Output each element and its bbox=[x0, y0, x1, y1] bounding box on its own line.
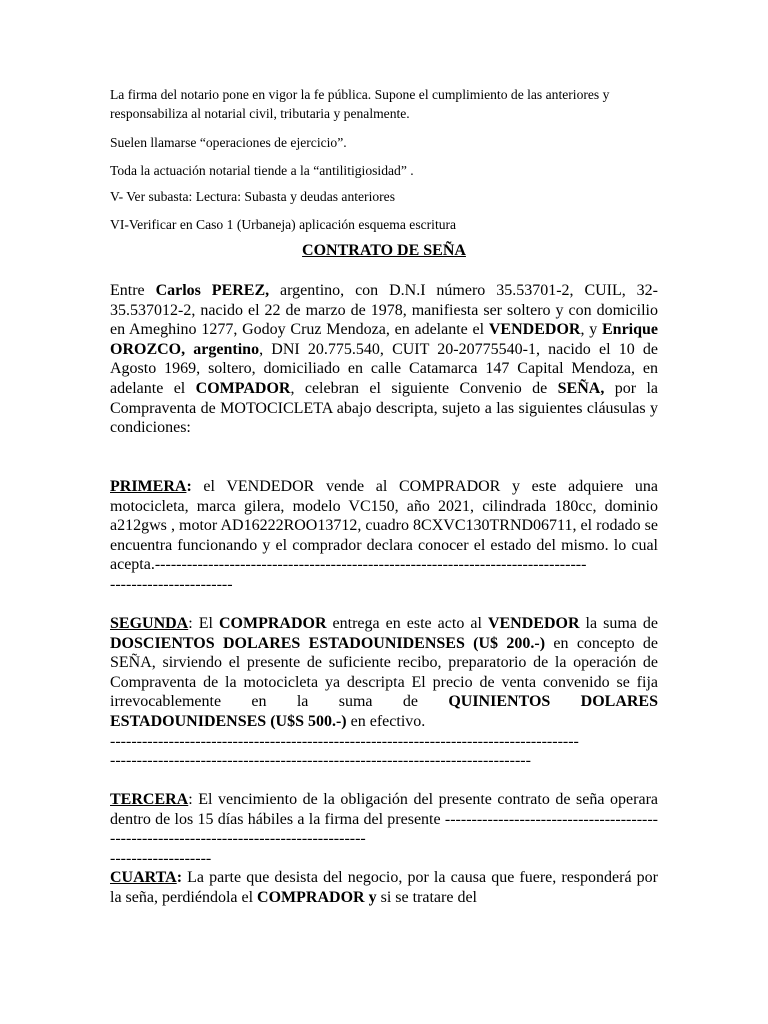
clause-label: TERCERA bbox=[110, 791, 189, 808]
note-paragraph: La firma del notario pone en vigor la fe pública. Supone el cumplimiento de las anteriores y responsabiliza al notarial civil, tributaria y penalmente. bbox=[110, 87, 610, 121]
dash-separator: ----------------------- bbox=[110, 575, 233, 593]
buyer-role: COMPRADOR bbox=[218, 615, 327, 632]
clause-text: el VENDEDOR vende al COMPRADOR y este adquiere una motocicleta, marca gilera, modelo VC150, año 2021, cilindrada 180cc, dominio a212gws , motor AD16222ROO13712, cuadro 8CXVC130TRND06711, el rodado se encuentra funcionando y el comprador declara conocer el estado del mismo. lo cual acepta.--------------------------------------------------------------------------------- bbox=[110, 478, 658, 574]
clause-text: : El bbox=[188, 615, 219, 632]
clause-tercera bbox=[110, 790, 658, 868]
clause-segunda bbox=[110, 614, 658, 771]
contract-type: SEÑA, bbox=[557, 379, 605, 397]
clause-text: La parte que desista del negocio, por la causa que fuere, responderá por la seña, perdiéndola el bbox=[110, 869, 658, 906]
dash-separator: ---------------------------------------------------------------------------------------- bbox=[110, 732, 579, 750]
clause-label: CUARTA bbox=[110, 869, 177, 886]
clause-label: PRIMERA bbox=[110, 478, 187, 495]
buyer-name: Enrique OROZCO, argentino bbox=[110, 321, 659, 358]
intro-paragraph bbox=[110, 281, 658, 438]
clause-label: SEGUNDA bbox=[110, 615, 189, 632]
buyer-role: COMPADOR bbox=[195, 379, 291, 397]
seller-role: VENDEDOR bbox=[487, 615, 580, 632]
deposit-amount: DOSCIENTOS DOLARES ESTADOUNIDENSES (U$ 200.-) bbox=[110, 634, 546, 652]
note-paragraph: Toda la actuación notarial tiende a la “antilitigiosidad” . bbox=[110, 163, 414, 178]
note-paragraph: VI-Verificar en Caso 1 (Urbaneja) aplicación esquema escritura bbox=[110, 217, 457, 232]
clause-text: en efectivo. bbox=[346, 712, 426, 730]
intro-text: Entre bbox=[110, 282, 156, 299]
clause-text: : El vencimiento de la obligación del presente contrato de seña operara dentro de los 15 días hábiles a la firma del presente ---------------------------------------------------------------------------------------- bbox=[110, 791, 658, 848]
clause-text: si se tratare del bbox=[376, 888, 477, 906]
clause-primera bbox=[110, 477, 658, 595]
clause-cuarta bbox=[110, 868, 658, 907]
note-paragraph: Suelen llamarse “operaciones de ejercicio”. bbox=[110, 135, 347, 150]
intro-text: , DNI 20.775.540, CUIT 20-20775540-1, nacido el 10 de Agosto 1969, soltero, domiciliado en calle Catamarca 147 Capital Mendoza, en adelante el bbox=[110, 340, 658, 397]
intro-text: argentino, con D.N.I número 35.53701-2, CUIL, 32- 35.537012-2, nacido el 22 de marzo de 1978, manifiesta ser soltero y con domicilio en Ameghino 1277, Godoy Cruz Mendoza, en adelante el bbox=[110, 282, 659, 339]
document-title: CONTRATO DE SEÑA bbox=[302, 242, 466, 259]
price-amount: QUINIENTOS DOLARES ESTADOUNIDENSES (U$S 500.-) bbox=[110, 693, 658, 730]
intro-text: , y bbox=[580, 321, 602, 339]
clause-colon: : bbox=[176, 869, 183, 886]
dash-separator: ------------------------------------------------------------------------------- bbox=[110, 752, 531, 770]
note-paragraph: V- Ver subasta: Lectura: Subasta y deudas anteriores bbox=[110, 189, 396, 204]
clause-text: entrega en este acto al bbox=[326, 615, 488, 632]
clause-text: en concepto de SEÑA, sirviendo el presente de suficiente recibo, preparatorio de la operación de Compraventa de la motocicleta ya descripta El precio de venta convenido se fija irrevocablemente en la suma de bbox=[110, 634, 659, 711]
seller-name: Carlos PEREZ, bbox=[155, 282, 270, 299]
clause-text: la suma de bbox=[579, 615, 659, 632]
clause-colon: : bbox=[186, 478, 192, 495]
dash-separator: ------------------- bbox=[110, 849, 212, 867]
intro-text: , celebran el siguiente Convenio de bbox=[290, 379, 558, 397]
buyer-role: COMPRADOR y bbox=[257, 888, 377, 906]
intro-text: por la Compraventa de MOTOCICLETA abajo descripta, sujeto a las siguientes cláusulas y condiciones: bbox=[110, 379, 658, 437]
seller-role: VENDEDOR bbox=[488, 321, 581, 339]
